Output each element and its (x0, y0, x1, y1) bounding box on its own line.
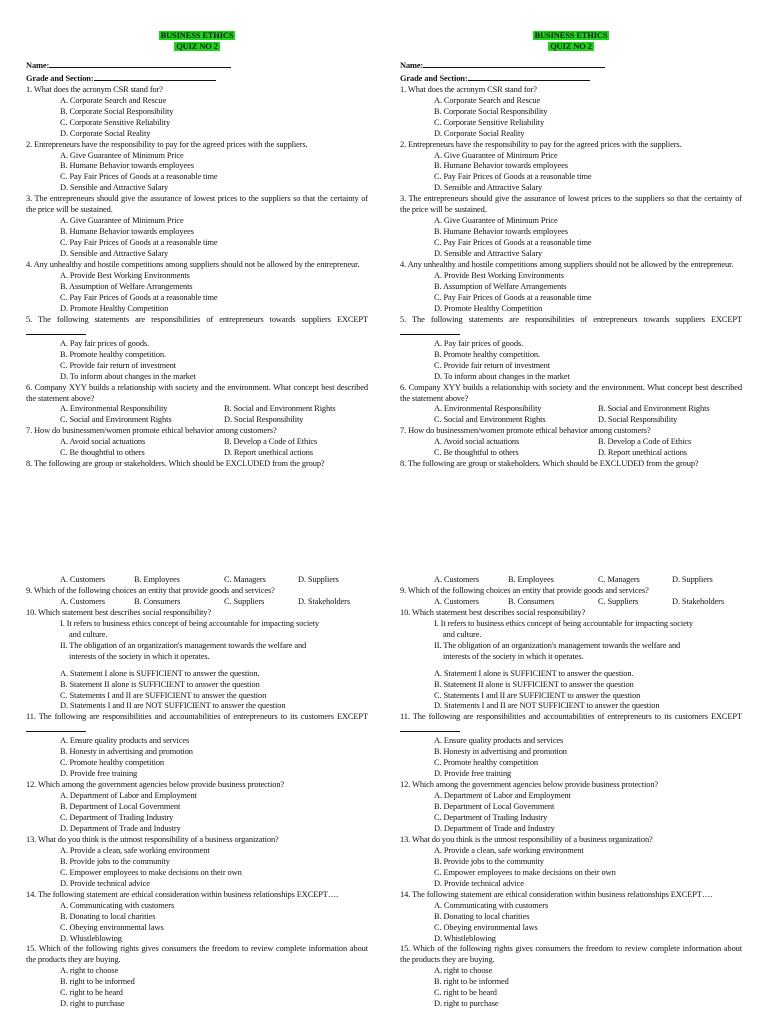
q3-option-c-copy: C. Pay Fair Prices of Goods at a reasonable time (434, 238, 592, 248)
q11-answer-blank-copy (400, 723, 460, 732)
q7-option-c: C. Be thoughtful to others (60, 448, 145, 458)
q7-option-d: D. Report unethical actions (224, 448, 313, 458)
q6-option-b-copy: B. Social and Environment Rights (598, 404, 710, 414)
title-line-2: QUIZ NO 2 (176, 41, 218, 51)
q2-option-a-copy: A. Give Guarantee of Minimum Price (434, 150, 558, 160)
title-line-1-copy: BUSINESS ETHICS (534, 31, 608, 40)
q5-text: 5. The following statements are responsibilities of entrepreneurs towards suppliers EXCEPT (26, 314, 368, 324)
q2-option-b-copy: B. Humane Behavior towards employees (434, 161, 568, 171)
q5-option-d: D. To inform about changes in the market (60, 371, 196, 381)
q7-option-d-copy: D. Report unethical actions (598, 448, 687, 458)
q5-answer-blank-copy (400, 326, 460, 335)
question-9: 9. Which of the following choices an entity that provide goods and services? (26, 585, 275, 595)
q13-option-d: D. Provide technical advice (60, 878, 150, 888)
q10-statement-2-cont-copy: interests of the society in which it operates. (443, 651, 584, 661)
question-14-copy: 14. The following statement are ethical consideration within business relationships EXCEPT…. (400, 889, 713, 899)
q1-option-d: D. Corporate Social Reality (60, 128, 151, 138)
question-2: 2. Entrepreneurs have the responsibility to pay for the agreed prices with the suppliers. (26, 139, 308, 149)
q4-option-a: A. Provide Best Working Environments (60, 271, 190, 281)
q3-option-b-copy: B. Humane Behavior towards employees (434, 227, 568, 237)
title-line-1: BUSINESS ETHICS (160, 31, 234, 40)
q4-option-d: D. Promote Healthy Competition (60, 303, 169, 313)
q5-option-b-copy: B. Promote healthy competition. (434, 349, 540, 359)
right-column-top (400, 31, 742, 470)
q6-options-row-1 (26, 404, 368, 415)
q3-option-c: C. Pay Fair Prices of Goods at a reasonable time (60, 238, 218, 248)
q15-option-a: A. right to choose (60, 966, 119, 976)
q8-option-a: A. Customers (60, 575, 105, 584)
q5-answer-blank (26, 326, 86, 335)
q15-option-c: C. right to be heard (60, 988, 123, 998)
q2-option-c: C. Pay Fair Prices of Goods at a reasonable time (60, 172, 218, 182)
question-10: 10. Which statement best describes social responsibility? (26, 607, 212, 617)
name-label: Name: (26, 60, 50, 70)
question-5-copy (400, 315, 742, 339)
q10-option-d: D. Statements I and II are NOT SUFFICIENT to answer the question (60, 701, 286, 711)
q8-option-c-copy: C. Managers (598, 575, 640, 584)
q11-option-d: D. Provide free training (60, 769, 138, 779)
q6-option-d-copy: D. Social Responsibility (598, 415, 678, 425)
question-1-copy: 1. What does the acronym CSR stand for? (400, 84, 537, 94)
quiz-subtitle-copy (400, 42, 742, 53)
question-6: 6. Company XYY builds a relationship with society and the environment. What concept best described the statement above? (26, 382, 368, 403)
q10-option-c-copy: C. Statements I and II are SUFFICIENT to answer the question (434, 690, 641, 700)
q5-text-copy: 5. The following statements are responsibilities of entrepreneurs towards suppliers EXCEPT (400, 314, 742, 324)
q6-options-row-2-copy (400, 415, 742, 426)
q1-option-b: B. Corporate Social Responsibility (60, 106, 174, 116)
q15-option-d: D. right to purchase (60, 999, 125, 1009)
q9-option-d: D. Stakeholders (298, 596, 350, 606)
q8-option-d: D. Suppliers (298, 575, 339, 584)
q5-option-a-copy: A. Pay fair prices of goods. (434, 338, 524, 348)
q11-text: 11. The following are responsibilities and accountabilities of entrepreneurs to its customers EXCEPT (26, 712, 368, 722)
grade-label: Grade and Section: (26, 73, 94, 83)
q10-option-b: B. Statement II alone is SUFFICIENT to answer the question (60, 679, 260, 689)
q1-option-b-copy: B. Corporate Social Responsibility (434, 106, 548, 116)
q10-statement-1: I. It refers to business ethics concept of being accountable for impacting society (60, 618, 320, 628)
question-12-copy: 12. Which among the government agencies below provide business protection? (400, 780, 659, 790)
q9-option-a-copy: A. Customers (434, 596, 479, 606)
q6-option-a-copy: A. Environmental Responsibility (434, 404, 542, 414)
q10-statement-2-copy: II. The obligation of an organization's management towards the welfare and (434, 640, 681, 650)
q7-options-row-2-copy (400, 448, 742, 459)
q6-option-c: C. Social and Environment Rights (60, 415, 172, 425)
q11-option-a: A. Ensure quality products and services (60, 736, 190, 746)
question-6-copy: 6. Company XYY builds a relationship with society and the environment. What concept best described the statement above? (400, 382, 742, 403)
q1-option-a-copy: A. Corporate Search and Rescue (434, 95, 541, 105)
q7-options-row-1-copy (400, 437, 742, 448)
q7-options-row-1 (26, 437, 368, 448)
quiz-subtitle (26, 42, 368, 53)
question-9-copy: 9. Which of the following choices an entity that provide goods and services? (400, 585, 649, 595)
q2-option-d-copy: D. Sensible and Attractive Salary (434, 183, 543, 193)
q5-option-a: A. Pay fair prices of goods. (60, 338, 150, 348)
q10-statement-2: II. The obligation of an organization's management towards the welfare and (60, 640, 307, 650)
grade-field (26, 72, 368, 85)
q8-options-row (26, 575, 368, 586)
q10-option-c: C. Statements I and II are SUFFICIENT to answer the question (60, 690, 267, 700)
q14-option-c-copy: C. Obeying environmental laws (434, 922, 538, 932)
q3-option-a: A. Give Guarantee of Minimum Price (60, 216, 184, 226)
question-4: 4. Any unhealthy and hostile competitions among suppliers should not be allowed by the entrepreneur. (26, 260, 360, 270)
question-3-copy: 3. The entrepreneurs should give the assurance of lowest prices to the suppliers so that the certainty of the price will be sustained. (400, 194, 742, 215)
q13-option-c-copy: C. Empower employees to make decisions on their own (434, 867, 616, 877)
question-2-copy: 2. Entrepreneurs have the responsibility to pay for the agreed prices with the suppliers. (400, 139, 682, 149)
grade-blank-copy (468, 72, 590, 81)
question-3: 3. The entrepreneurs should give the assurance of lowest prices to the suppliers so that the certainty of the price will be sustained. (26, 194, 368, 215)
q12-option-c-copy: C. Department of Trading Industry (434, 813, 548, 823)
q12-option-a-copy: A. Department of Labor and Employment (434, 791, 571, 801)
q3-option-d: D. Sensible and Attractive Salary (60, 249, 169, 259)
q11-option-c-copy: C. Promote healthy competition (434, 758, 538, 768)
q15-option-b-copy: B. right to be informed (434, 977, 509, 987)
question-7: 7. How do businessmen/women promote ethical behavior among customers? (26, 426, 277, 436)
question-15: 15. Which of the following rights gives consumers the freedom to review complete information about the products they are buying. (26, 944, 368, 965)
title-line-2-copy: QUIZ NO 2 (550, 41, 592, 51)
q15-option-d-copy: D. right to purchase (434, 999, 499, 1009)
q8-option-a-copy: A. Customers (434, 575, 479, 584)
q13-option-d-copy: D. Provide technical advice (434, 878, 524, 888)
q13-option-b: B. Provide jobs to the community (60, 856, 170, 866)
q4-option-c-copy: C. Pay Fair Prices of Goods at a reasonable time (434, 292, 592, 302)
q14-option-d-copy: D. Whistleblowing (434, 933, 496, 943)
q14-option-c: C. Obeying environmental laws (60, 922, 164, 932)
question-11-copy (400, 712, 742, 736)
name-blank-copy (423, 59, 605, 68)
q1-option-c-copy: C. Corporate Sensitive Reliability (434, 117, 545, 127)
q10-statement-2-cont: interests of the society in which it operates. (69, 651, 210, 661)
question-13: 13. What do you think is the utmost responsibility of a business organization? (26, 834, 279, 844)
question-8: 8. The following are group or stakeholders. Which should be EXCLUDED from the group? (26, 459, 325, 469)
quiz-title-copy (400, 31, 742, 42)
q6-options-row-1-copy (400, 404, 742, 415)
q3-option-b: B. Humane Behavior towards employees (60, 227, 194, 237)
right-column-bottom (400, 575, 742, 1010)
q14-option-d: D. Whistleblowing (60, 933, 122, 943)
question-10-copy: 10. Which statement best describes social responsibility? (400, 607, 586, 617)
q2-option-c-copy: C. Pay Fair Prices of Goods at a reasonable time (434, 172, 592, 182)
left-column-bottom (26, 575, 368, 1010)
q1-option-d-copy: D. Corporate Social Reality (434, 128, 525, 138)
q14-option-a-copy: A. Communicating with customers (434, 900, 549, 910)
q5-option-c-copy: C. Provide fair return of investment (434, 360, 550, 370)
q2-option-d: D. Sensible and Attractive Salary (60, 183, 169, 193)
q13-option-b-copy: B. Provide jobs to the community (434, 856, 544, 866)
q15-option-a-copy: A. right to choose (434, 966, 493, 976)
q11-option-b: B. Honesty in advertising and promotion (60, 747, 193, 757)
q10-statement-1-cont: and culture. (69, 629, 108, 639)
grade-blank (94, 72, 216, 81)
q4-option-a-copy: A. Provide Best Working Environments (434, 271, 564, 281)
q13-option-a-copy: A. Provide a clean, safe working environment (434, 845, 584, 855)
q3-option-d-copy: D. Sensible and Attractive Salary (434, 249, 543, 259)
q7-option-c-copy: C. Be thoughtful to others (434, 448, 519, 458)
name-blank (49, 59, 231, 68)
q14-option-a: A. Communicating with customers (60, 900, 175, 910)
q4-option-c: C. Pay Fair Prices of Goods at a reasonable time (60, 292, 218, 302)
question-14: 14. The following statement are ethical consideration within business relationships EXCEPT…. (26, 889, 339, 899)
q4-option-b: B. Assumption of Welfare Arrangements (60, 281, 193, 291)
name-field (26, 59, 368, 72)
q1-option-c: C. Corporate Sensitive Reliability (60, 117, 171, 127)
q10-option-b-copy: B. Statement II alone is SUFFICIENT to answer the question (434, 679, 634, 689)
grade-field-copy (400, 72, 742, 85)
question-1: 1. What does the acronym CSR stand for? (26, 84, 163, 94)
question-5 (26, 315, 368, 339)
name-label-copy: Name: (400, 60, 424, 70)
q7-option-b: B. Develop a Code of Ethics (224, 437, 318, 447)
q9-options-row (26, 597, 368, 608)
question-13-copy: 13. What do you think is the utmost responsibility of a business organization? (400, 834, 653, 844)
q11-option-c: C. Promote healthy competition (60, 758, 164, 768)
q8-option-b-copy: B. Employees (508, 575, 554, 584)
q9-option-b-copy: B. Consumers (508, 596, 555, 606)
question-15-copy: 15. Which of the following rights gives consumers the freedom to review complete information about the products they are buying. (400, 944, 742, 965)
q6-option-b: B. Social and Environment Rights (224, 404, 336, 414)
q6-options-row-2 (26, 415, 368, 426)
q12-option-c: C. Department of Trading Industry (60, 813, 174, 823)
q11-text-copy: 11. The following are responsibilities and accountabilities of entrepreneurs to its customers EXCEPT (400, 712, 742, 722)
q11-answer-blank (26, 723, 86, 732)
q10-option-a: A. Statement I alone is SUFFICIENT to answer the question. (60, 668, 260, 678)
q3-option-a-copy: A. Give Guarantee of Minimum Price (434, 216, 558, 226)
q8-options-row-copy (400, 575, 742, 586)
q13-option-c: C. Empower employees to make decisions on their own (60, 867, 242, 877)
left-column-top (26, 31, 368, 470)
q8-option-d-copy: D. Suppliers (672, 575, 713, 584)
q8-option-b: B. Employees (134, 575, 180, 584)
q11-option-d-copy: D. Provide free training (434, 769, 512, 779)
q9-options-row-copy (400, 597, 742, 608)
q5-option-c: C. Provide fair return of investment (60, 360, 176, 370)
q4-option-b-copy: B. Assumption of Welfare Arrangements (434, 281, 567, 291)
question-11 (26, 712, 368, 736)
quiz-title (26, 31, 368, 42)
q7-option-a: A. Avoid social actuations (60, 437, 146, 447)
q12-option-b-copy: B. Department of Local Government (434, 802, 555, 812)
grade-label-copy: Grade and Section: (400, 73, 468, 83)
q12-option-b: B. Department of Local Government (60, 802, 181, 812)
q7-option-a-copy: A. Avoid social actuations (434, 437, 520, 447)
q6-option-d: D. Social Responsibility (224, 415, 304, 425)
q2-option-b: B. Humane Behavior towards employees (60, 161, 194, 171)
question-4-copy: 4. Any unhealthy and hostile competitions among suppliers should not be allowed by the entrepreneur. (400, 260, 734, 270)
q14-option-b: B. Donating to local charities (60, 911, 156, 921)
q12-option-d: D. Department of Trade and Industry (60, 823, 181, 833)
name-field-copy (400, 59, 742, 72)
q15-option-b: B. right to be informed (60, 977, 135, 987)
question-8-copy: 8. The following are group or stakeholders. Which should be EXCLUDED from the group? (400, 459, 699, 469)
question-12: 12. Which among the government agencies below provide business protection? (26, 780, 285, 790)
q2-option-a: A. Give Guarantee of Minimum Price (60, 150, 184, 160)
q6-option-a: A. Environmental Responsibility (60, 404, 168, 414)
q12-option-d-copy: D. Department of Trade and Industry (434, 823, 555, 833)
q7-option-b-copy: B. Develop a Code of Ethics (598, 437, 692, 447)
q9-option-d-copy: D. Stakeholders (672, 596, 724, 606)
q10-statement-1-copy: I. It refers to business ethics concept of being accountable for impacting society (434, 618, 694, 628)
q10-option-d-copy: D. Statements I and II are NOT SUFFICIENT to answer the question (434, 701, 660, 711)
q10-statement-1-cont-copy: and culture. (443, 629, 482, 639)
q5-option-b: B. Promote healthy competition. (60, 349, 166, 359)
q9-option-c: C. Suppliers (224, 596, 265, 606)
q7-options-row-2 (26, 448, 368, 459)
q4-option-d-copy: D. Promote Healthy Competition (434, 303, 543, 313)
q15-option-c-copy: C. right to be heard (434, 988, 497, 998)
q10-option-a-copy: A. Statement I alone is SUFFICIENT to answer the question. (434, 668, 634, 678)
q13-option-a: A. Provide a clean, safe working environment (60, 845, 210, 855)
q9-option-a: A. Customers (60, 596, 105, 606)
q9-option-c-copy: C. Suppliers (598, 596, 639, 606)
q11-option-b-copy: B. Honesty in advertising and promotion (434, 747, 567, 757)
q8-option-c: C. Managers (224, 575, 266, 584)
q12-option-a: A. Department of Labor and Employment (60, 791, 197, 801)
q5-option-d-copy: D. To inform about changes in the market (434, 371, 570, 381)
q6-option-c-copy: C. Social and Environment Rights (434, 415, 546, 425)
q1-option-a: A. Corporate Search and Rescue (60, 95, 167, 105)
q14-option-b-copy: B. Donating to local charities (434, 911, 530, 921)
q9-option-b: B. Consumers (134, 596, 181, 606)
q11-option-a-copy: A. Ensure quality products and services (434, 736, 564, 746)
question-7-copy: 7. How do businessmen/women promote ethical behavior among customers? (400, 426, 651, 436)
